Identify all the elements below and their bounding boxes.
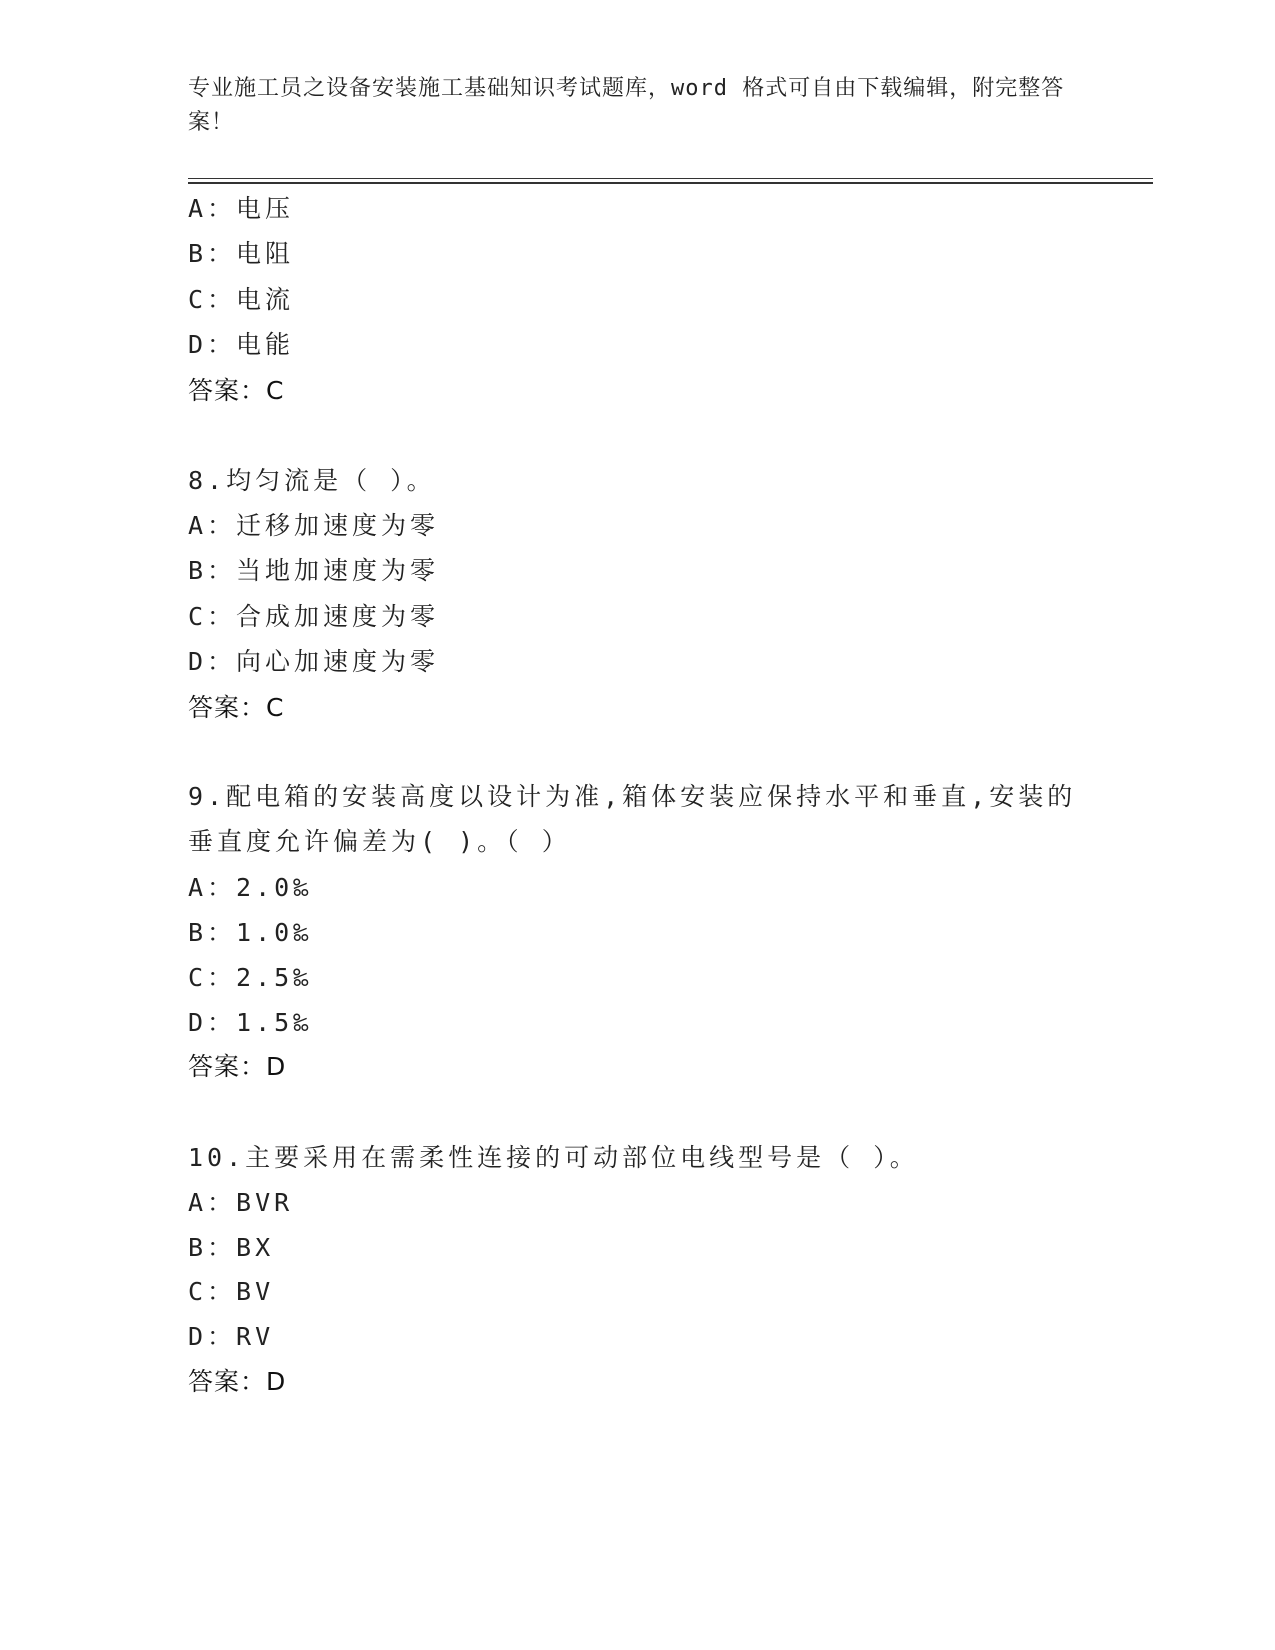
q7-answer: 答案：C: [188, 376, 285, 405]
q7-option-b: B：电阻: [188, 239, 295, 268]
q9-option-b: B：1.0‰: [188, 918, 313, 947]
q8-option-c: C：合成加速度为零: [188, 602, 440, 631]
q9-option-d: D：1.5‰: [188, 1008, 313, 1037]
q7-option-d: D：电能: [188, 330, 295, 359]
q10-option-c: C：BV: [188, 1277, 275, 1306]
q9-stem-line2: 垂直度允许偏差为( )。（ ）: [188, 827, 571, 856]
q8-option-d: D：向心加速度为零: [188, 647, 440, 676]
q9-stem-line1: 9.配电箱的安装高度以设计为准,箱体安装应保持水平和垂直,安装的: [188, 782, 1077, 811]
q7-option-a: A：电压: [188, 194, 295, 223]
q9-answer: 答案：D: [188, 1052, 287, 1081]
q10-answer: 答案：D: [188, 1367, 287, 1396]
q9-option-a: A：2.0‰: [188, 873, 313, 902]
header-divider-top: [188, 178, 1153, 179]
q7-option-c: C：电流: [188, 285, 295, 314]
q10-stem: 10.主要采用在需柔性连接的可动部位电线型号是（ ）。: [188, 1143, 919, 1172]
q10-option-b: B：BX: [188, 1233, 275, 1262]
q9-option-c: C：2.5‰: [188, 963, 313, 992]
q10-option-a: A：BVR: [188, 1188, 294, 1217]
header-divider-bottom: [188, 182, 1153, 184]
q8-answer: 答案：C: [188, 693, 285, 722]
q8-option-b: B：当地加速度为零: [188, 556, 440, 585]
q8-stem: 8.均匀流是（ ）。: [188, 466, 436, 495]
q10-option-d: D：RV: [188, 1322, 275, 1351]
q8-option-a: A：迁移加速度为零: [188, 511, 440, 540]
document-header: 专业施工员之设备安装施工基础知识考试题库，word 格式可自由下载编辑，附完整答案！: [188, 76, 1065, 135]
